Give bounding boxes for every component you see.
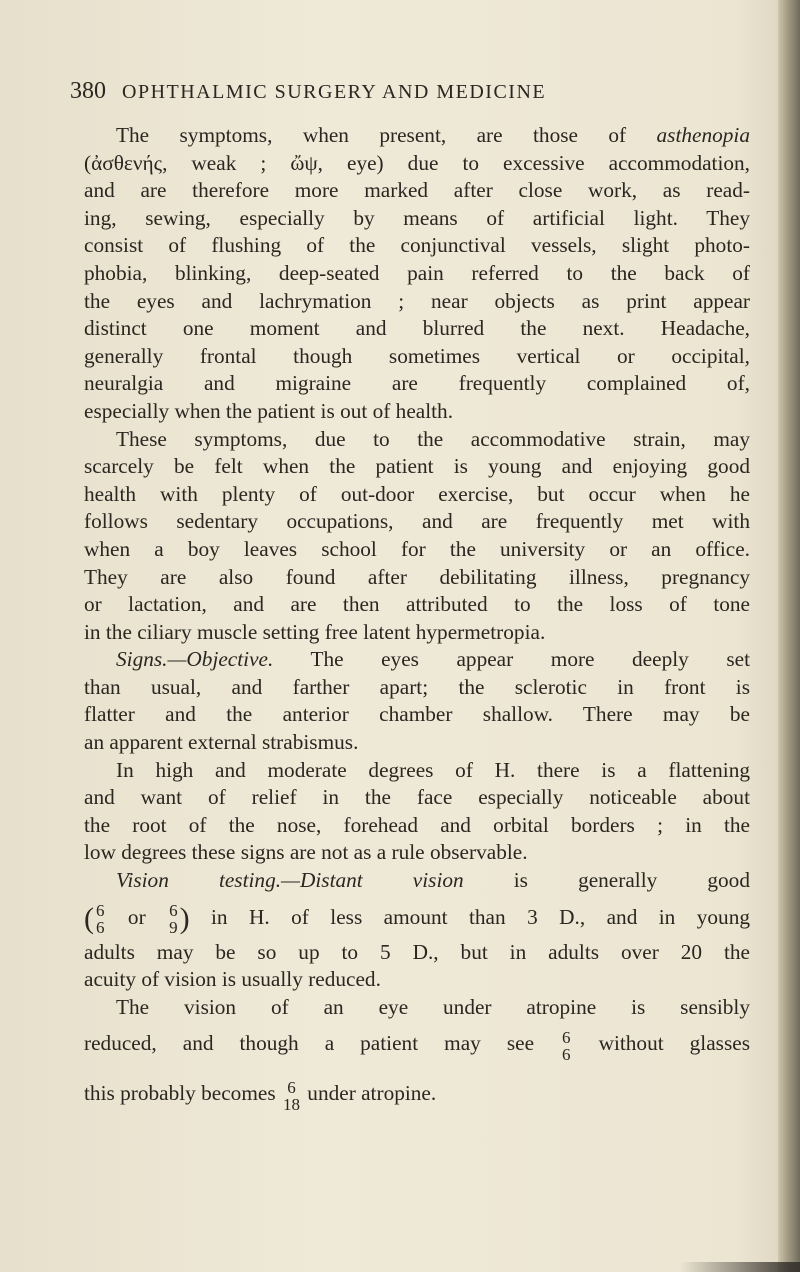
text-line: Vision testing.—Distant vision is generally good <box>116 868 750 893</box>
fraction: 6 9 <box>169 900 178 937</box>
text-line: The vision of an eye under atropine is sensibly <box>116 994 750 1019</box>
text-line: when a boy leaves school for the university or an office. <box>84 536 750 561</box>
text-line: in the ciliary muscle setting free latent hypermetropia. <box>84 619 546 644</box>
text-line: adults may be so up to 5 D., but in adults over 20 the <box>84 939 750 964</box>
body-text <box>84 122 750 1115</box>
text-line: generally frontal though sometimes vertical or occipital, <box>84 343 750 368</box>
text-line: than usual, and farther apart; the sclerotic in front is <box>84 674 750 699</box>
text-line: phobia, blinking, deep-seated pain referred to the back of <box>84 260 750 285</box>
text-line: The symptoms, when present, are those of asthenopia <box>116 123 750 147</box>
running-header <box>70 78 730 105</box>
text-line: flatter and the anterior chamber shallow. There may be <box>84 702 750 727</box>
text-line: especially when the patient is out of health. <box>84 398 454 423</box>
page-shadow <box>680 1262 800 1272</box>
text-line: ing, sewing, especially by means of artificial light. They <box>84 205 750 230</box>
text-line: reduced, and though a patient may see 6 6 without glasses <box>84 1027 750 1064</box>
text-line: They are also found after debilitating illness, pregnancy <box>84 564 750 589</box>
text-line: In high and moderate degrees of H. there is a flattening <box>116 757 750 782</box>
text-line: These symptoms, due to the accommodative strain, may <box>116 426 750 451</box>
page-edge <box>778 0 800 1272</box>
text-line: (ἀσθενής, weak ; ὤψ, eye) due to excessive accommodation, <box>84 150 750 175</box>
text-line: consist of flushing of the conjunctival vessels, slight photo- <box>84 233 750 258</box>
text-line: and are therefore more marked after close work, as read- <box>84 178 750 203</box>
fraction: 6 6 <box>562 1027 571 1064</box>
text-line: neuralgia and migraine are frequently complained of, <box>84 371 750 396</box>
text-line: the root of the nose, forehead and orbital borders ; in the <box>84 812 750 837</box>
text-line: low degrees these signs are not as a rule observable. <box>84 840 528 865</box>
text-line: scarcely be felt when the patient is young and enjoying good <box>84 454 750 479</box>
text-line: an apparent external strabismus. <box>84 730 359 755</box>
fraction: 6 18 <box>282 1077 300 1114</box>
text-line: ( 6 6 or 6 9 ) in H. of less amount than 3 D., and in young <box>84 900 750 937</box>
text-line: the eyes and lachrymation ; near objects as print appear <box>84 288 750 313</box>
text-line: acuity of vision is usually reduced. <box>84 967 381 992</box>
text-line: health with plenty of out-door exercise, but occur when he <box>84 481 750 506</box>
running-title: OPHTHALMIC SURGERY AND MEDICINE <box>122 81 547 103</box>
fraction: 6 6 <box>96 900 105 937</box>
text-line: and want of relief in the face especially noticeable about <box>84 785 750 810</box>
page-number: 380 <box>70 78 106 104</box>
text-line: follows sedentary occupations, and are frequently met with <box>84 509 750 534</box>
text-line: or lactation, and are then attributed to the loss of tone <box>84 592 750 617</box>
text-line: Signs.—Objective. The eyes appear more deeply set <box>116 647 750 672</box>
text-line: distinct one moment and blurred the next. Headache, <box>84 316 750 341</box>
text-line: this probably becomes 6 18 under atropine. <box>84 1077 437 1114</box>
